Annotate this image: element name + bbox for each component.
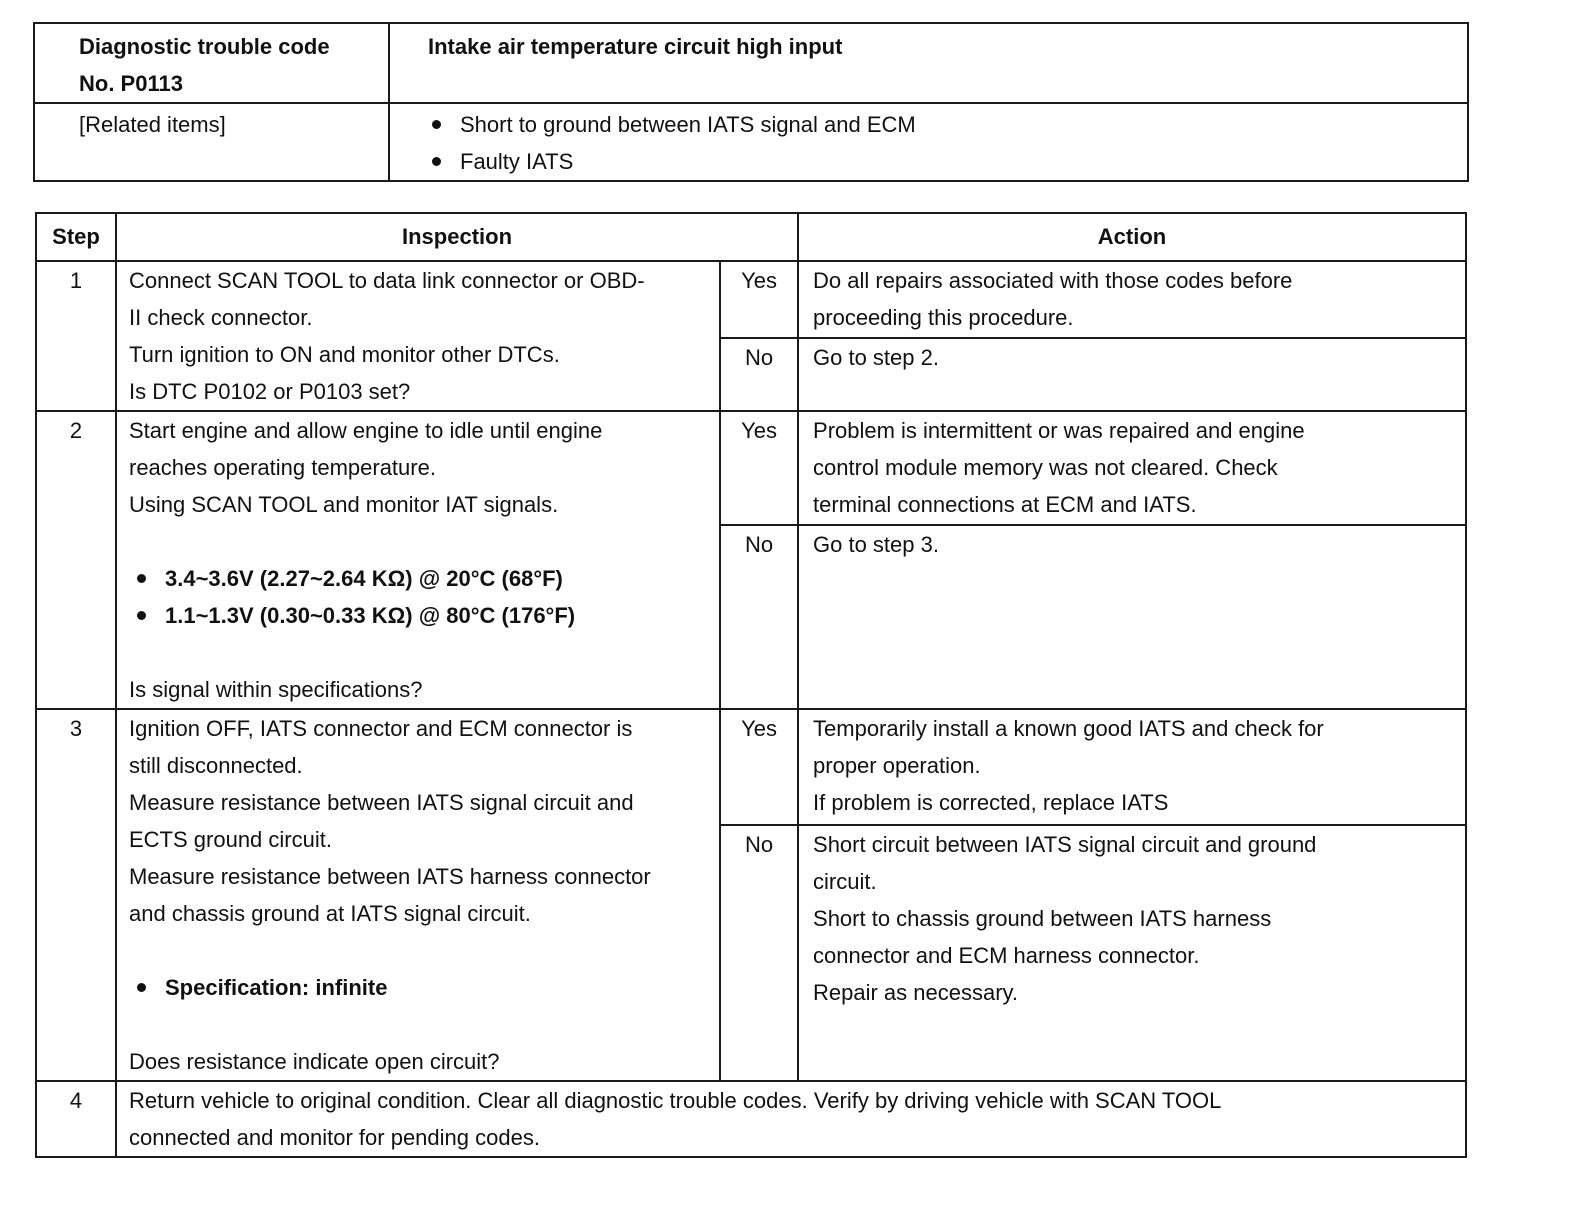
procedure-header-row (36, 213, 1466, 261)
inspection-cell (116, 709, 720, 1081)
no-label: No (744, 831, 774, 857)
action-line: Repair as necessary. (813, 979, 1019, 1005)
action-line: Temporarily install a known good IATS and check for (813, 716, 1324, 741)
action-line: circuit. (813, 868, 877, 894)
inspection-line: Ignition OFF, IATS connector and ECM connector is (129, 716, 633, 741)
action-line: If problem is corrected, replace IATS (813, 790, 1169, 815)
yes-action-cell (798, 411, 1466, 525)
no-action-cell (798, 338, 1466, 411)
step-number: 2 (69, 418, 83, 443)
step-number-cell (36, 261, 116, 411)
inspection-line: reaches operating temperature. (129, 455, 436, 480)
action-line: Short circuit between IATS signal circuit and ground (813, 831, 1317, 857)
inspection-question: Does resistance indicate open circuit? (129, 1049, 500, 1074)
no-label-cell (720, 825, 798, 1081)
final-step-line: connected and monitor for pending codes. (129, 1125, 540, 1150)
inspection-cell (116, 261, 720, 411)
inspection-line: and chassis ground at IATS signal circuit. (129, 901, 531, 926)
spec-bullet: Specification: infinite (129, 969, 719, 1006)
inspection-line: Measure resistance between IATS signal circuit and (129, 790, 634, 815)
inspection-line: Turn ignition to ON and monitor other DTCs. (129, 342, 560, 367)
bullet-icon (432, 157, 441, 166)
step-row (36, 1081, 1466, 1157)
inspection-question: Is signal within specifications? (129, 677, 423, 702)
action-line: Go to step 3. (813, 532, 939, 557)
related-items-label-cell (34, 103, 389, 181)
related-items-row (34, 103, 1468, 181)
action-line: proceeding this procedure. (813, 305, 1074, 330)
inspection-line: still disconnected. (129, 753, 303, 778)
bullet-icon (137, 983, 146, 992)
yes-action-cell (798, 261, 1466, 338)
related-items-list (389, 103, 1468, 181)
dtc-title: Intake air temperature circuit high input (428, 34, 843, 59)
step-row (36, 411, 1466, 525)
procedure-table (35, 212, 1467, 1158)
bullet-icon (137, 611, 146, 620)
inspection-cell (116, 411, 720, 709)
dtc-code-label (34, 23, 389, 103)
step-header: Step (36, 213, 116, 261)
action-line: Short to chassis ground between IATS harness (813, 905, 1272, 931)
step-number-cell (36, 411, 116, 709)
dtc-code-label-line1: Diagnostic trouble code (79, 34, 330, 59)
inspection-header: Inspection (116, 213, 798, 261)
yes-label-cell (720, 411, 798, 525)
action-line: Go to step 2. (813, 345, 939, 371)
related-items-label: [Related items] (79, 112, 226, 137)
step-row (36, 709, 1466, 825)
action-line: connector and ECM harness connector. (813, 942, 1200, 968)
spec-bullet: 3.4~3.6V (2.27~2.64 KΩ) @ 20°C (68°F) (129, 560, 719, 597)
step-number: 4 (69, 1088, 83, 1113)
inspection-line: II check connector. (129, 305, 313, 330)
action-line: terminal connections at ECM and IATS. (813, 492, 1197, 517)
inspection-line: Using SCAN TOOL and monitor IAT signals. (129, 492, 559, 517)
final-step-line: Return vehicle to original condition. Clear all diagnostic trouble codes. Verify by driving vehicle with SCAN TOOL (129, 1088, 1222, 1113)
inspection-line: Measure resistance between IATS harness connector (129, 864, 651, 889)
spec-bullet: 1.1~1.3V (0.30~0.33 KΩ) @ 80°C (176°F) (129, 597, 719, 634)
step-number-cell (36, 709, 116, 1081)
dtc-title-cell (389, 23, 1468, 103)
yes-label-cell (720, 709, 798, 825)
final-step-cell (116, 1081, 1466, 1157)
bullet-icon (432, 120, 441, 129)
action-line: Do all repairs associated with those codes before (813, 268, 1293, 293)
step-row (36, 261, 1466, 338)
dtc-code-row (34, 23, 1468, 103)
inspection-line: ECTS ground circuit. (129, 827, 332, 852)
action-line: Problem is intermittent or was repaired and engine (813, 418, 1305, 443)
dtc-code-number: No. P0113 (79, 71, 183, 96)
no-label-cell (720, 525, 798, 709)
yes-label: Yes (741, 716, 777, 741)
step-number: 3 (69, 716, 83, 741)
action-line: control module memory was not cleared. Check (813, 455, 1278, 480)
no-label: No (744, 345, 774, 371)
step-number: 1 (69, 268, 83, 293)
related-item: Faulty IATS (432, 143, 1467, 180)
no-label: No (744, 532, 774, 557)
bullet-icon (137, 574, 146, 583)
yes-action-cell (798, 709, 1466, 825)
no-label-cell (720, 338, 798, 411)
inspection-line: Is DTC P0102 or P0103 set? (129, 379, 411, 404)
yes-label: Yes (741, 418, 777, 443)
no-action-cell (798, 825, 1466, 1081)
yes-label: Yes (741, 268, 777, 293)
step-number-cell (36, 1081, 116, 1157)
inspection-line: Start engine and allow engine to idle until engine (129, 418, 603, 443)
related-item: Short to ground between IATS signal and ECM (432, 106, 1467, 143)
no-action-cell (798, 525, 1466, 709)
action-header: Action (798, 213, 1466, 261)
inspection-line: Connect SCAN TOOL to data link connector or OBD- (129, 268, 645, 293)
action-line: proper operation. (813, 753, 981, 778)
dtc-header-table (33, 22, 1469, 182)
yes-label-cell (720, 261, 798, 338)
